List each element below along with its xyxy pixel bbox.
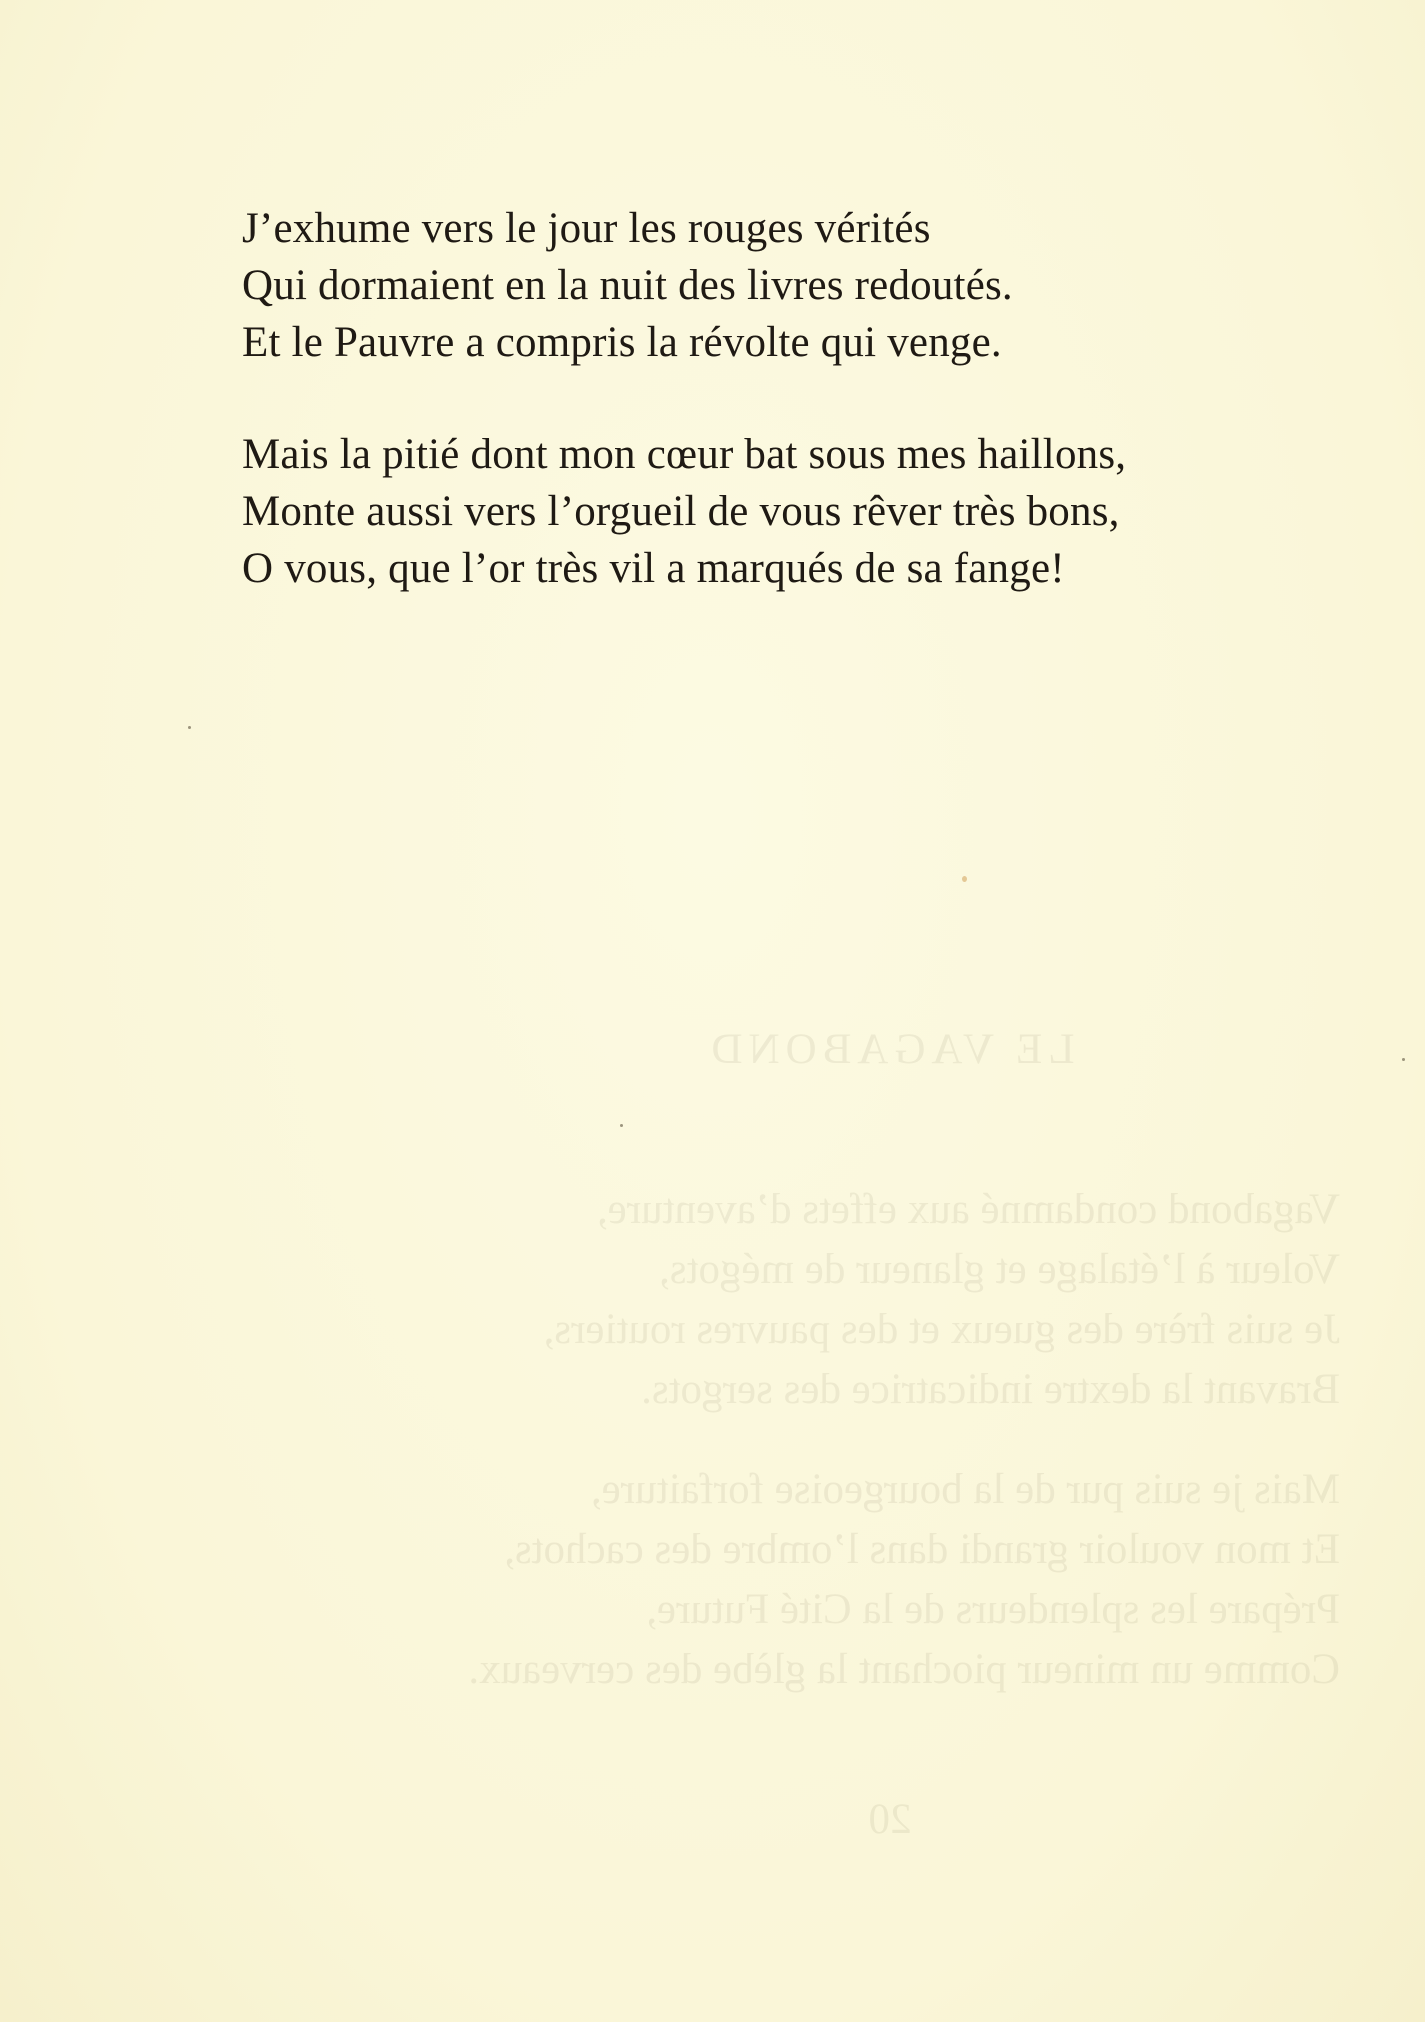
stanza-gap [440, 1420, 1340, 1460]
verse-line: Mais la pitié dont mon cœur bat sous mes haillons, [242, 431, 1127, 478]
showthrough-page-number: 20 [868, 1796, 912, 1843]
showthrough-line: Et mon vouloir grandi dans l’ombre des cachots, [504, 1526, 1340, 1573]
paper-speck [1402, 1058, 1405, 1061]
showthrough-line: Mais je suis pur de la bourgeoise forfaiture, [590, 1466, 1340, 1513]
showthrough-line: Bravant la dextre indicatrice des sergots. [641, 1366, 1340, 1413]
showthrough-title: LE VAGABOND [705, 1026, 1075, 1073]
showthrough-line: Je suis frère des gueux et des pauvres routiers, [543, 1306, 1340, 1353]
paper-speck [188, 726, 191, 729]
verse-line: Et le Pauvre a compris la révolte qui venge. [242, 319, 1002, 366]
paper-speck [620, 1124, 623, 1127]
showthrough-line: Comme un mineur piochant la glèbe des cerveaux. [468, 1646, 1340, 1693]
paper-speck [962, 876, 967, 882]
verse-line: Monte aussi vers l’orgueil de vous rêver très bons, [242, 488, 1120, 535]
verse-line: J’exhume vers le jour les rouges vérités [242, 205, 931, 252]
poem-stanza-2 [242, 426, 1126, 597]
poem-stanza-1 [242, 200, 1013, 371]
showthrough-line: Vagabond condamné aux effets d’aventure, [596, 1186, 1340, 1233]
showthrough-line: Voleur à l’étalage et glaneur de mégots, [659, 1246, 1340, 1293]
verse-line: O vous, que l’or très vil a marqués de sa fange! [242, 545, 1065, 592]
showthrough-line: Prépare les splendeurs de la Cité Future, [646, 1586, 1340, 1633]
reverse-page-showthrough [440, 1020, 1340, 1850]
verse-line: Qui dormaient en la nuit des livres redoutés. [242, 262, 1013, 309]
